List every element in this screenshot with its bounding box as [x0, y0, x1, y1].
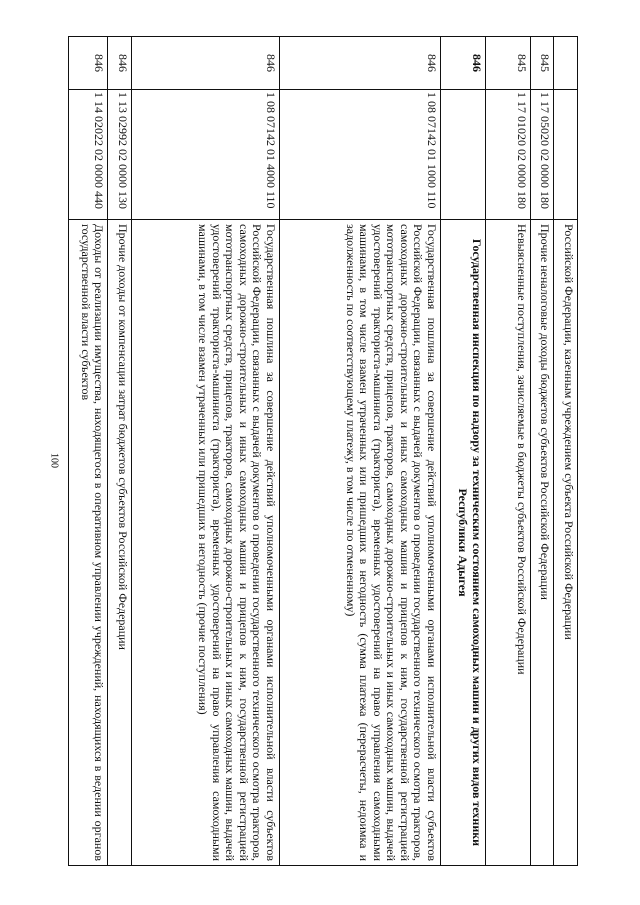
admin-code-cell: 845	[485, 37, 530, 90]
admin-code-cell: 846	[279, 37, 440, 90]
kbk-code-cell	[440, 90, 485, 220]
admin-code-cell: 846	[131, 37, 279, 90]
admin-code-cell: 846	[108, 37, 132, 90]
description-cell: Государственная пошлина за совершение действий уполномоченными органами исполнительной власти субъектов Российской Федерации, связанных с выдачей документов о проведении государственного технического осмотра тракторов, самоходных дорожно-строительных и иных самоходных машин и прицепов к ним, государственной регистрацией мототранспортных средств, прицепов, тракторов, самоходных дорожно-строительных и иных самоходных машин, выдачей удостоверений тракториста-машиниста (тракториста), временных удостоверений на право управления самоходными машинами, в том числе взамен утраченных или пришедших в негодность (сумма платежа (перерасчеты, недоимка и задолженность по соответствующему платежу, в том числе по отмененному)	[279, 220, 440, 866]
description-cell: Государственная пошлина за совершение действий уполномоченными органами исполнительной власти субъектов Российской Федерации, связанных с выдачей документов о проведении государственного технического осмотра тракторов, самоходных дорожно-строительных и иных самоходных машин и прицепов к ним, государственной регистрацией мототранспортных средств, прицепов, тракторов, самоходных дорожно-строительных и иных самоходных машин, выдачей удостоверений тракториста-машиниста (тракториста), временных удостоверений на право управления самоходными машинами, в том числе взамен утраченных или пришедших в негодность (прочие поступления)	[131, 220, 279, 866]
table-row	[108, 37, 132, 866]
admin-code-cell	[554, 37, 578, 90]
kbk-code-cell: 1 14 02022 02 0000 440	[69, 90, 108, 220]
description-cell: Прочие доходы от компенсации затрат бюджетов субъектов Российской Федерации	[108, 220, 132, 866]
table-row-section-header	[440, 37, 485, 866]
section-title-cell: Государственная инспекция по надзору за техническим состоянием самоходных машин и других видов техники Республики Адыгея	[440, 220, 485, 866]
admin-code-cell: 845	[530, 37, 554, 90]
kbk-code-cell: 1 17 05020 02 0000 180	[530, 90, 554, 220]
table-row	[554, 37, 578, 866]
table-row	[69, 37, 108, 866]
kbk-code-cell: 1 13 02992 02 0000 130	[108, 90, 132, 220]
description-cell: Невыясненные поступления, зачисляемые в бюджеты субъектов Российской Федерации	[485, 220, 530, 866]
admin-code-cell: 846	[440, 37, 485, 90]
table-row	[485, 37, 530, 866]
description-cell: Российской Федерации, казенным учреждением субъекта Российской Федерации	[554, 220, 578, 866]
table-row	[530, 37, 554, 866]
revenue-codes-table	[68, 36, 578, 866]
table-row	[279, 37, 440, 866]
kbk-code-cell: 1 08 07142 01 4000 110	[131, 90, 279, 220]
admin-code-cell: 846	[69, 37, 108, 90]
kbk-code-cell	[554, 90, 578, 220]
table-row	[131, 37, 279, 866]
rotated-table-container	[68, 36, 578, 866]
description-cell: Доходы от реализации имущества, находящегося в оперативном управлении учреждений, находящихся в ведении органов государственной власти субъектов	[69, 220, 108, 866]
page-number: 100	[48, 453, 60, 468]
kbk-code-cell: 1 17 01020 02 0000 180	[485, 90, 530, 220]
kbk-code-cell: 1 08 07142 01 1000 110	[279, 90, 440, 220]
description-cell: Прочие неналоговые доходы бюджетов субъектов Российской Федерации	[530, 220, 554, 866]
